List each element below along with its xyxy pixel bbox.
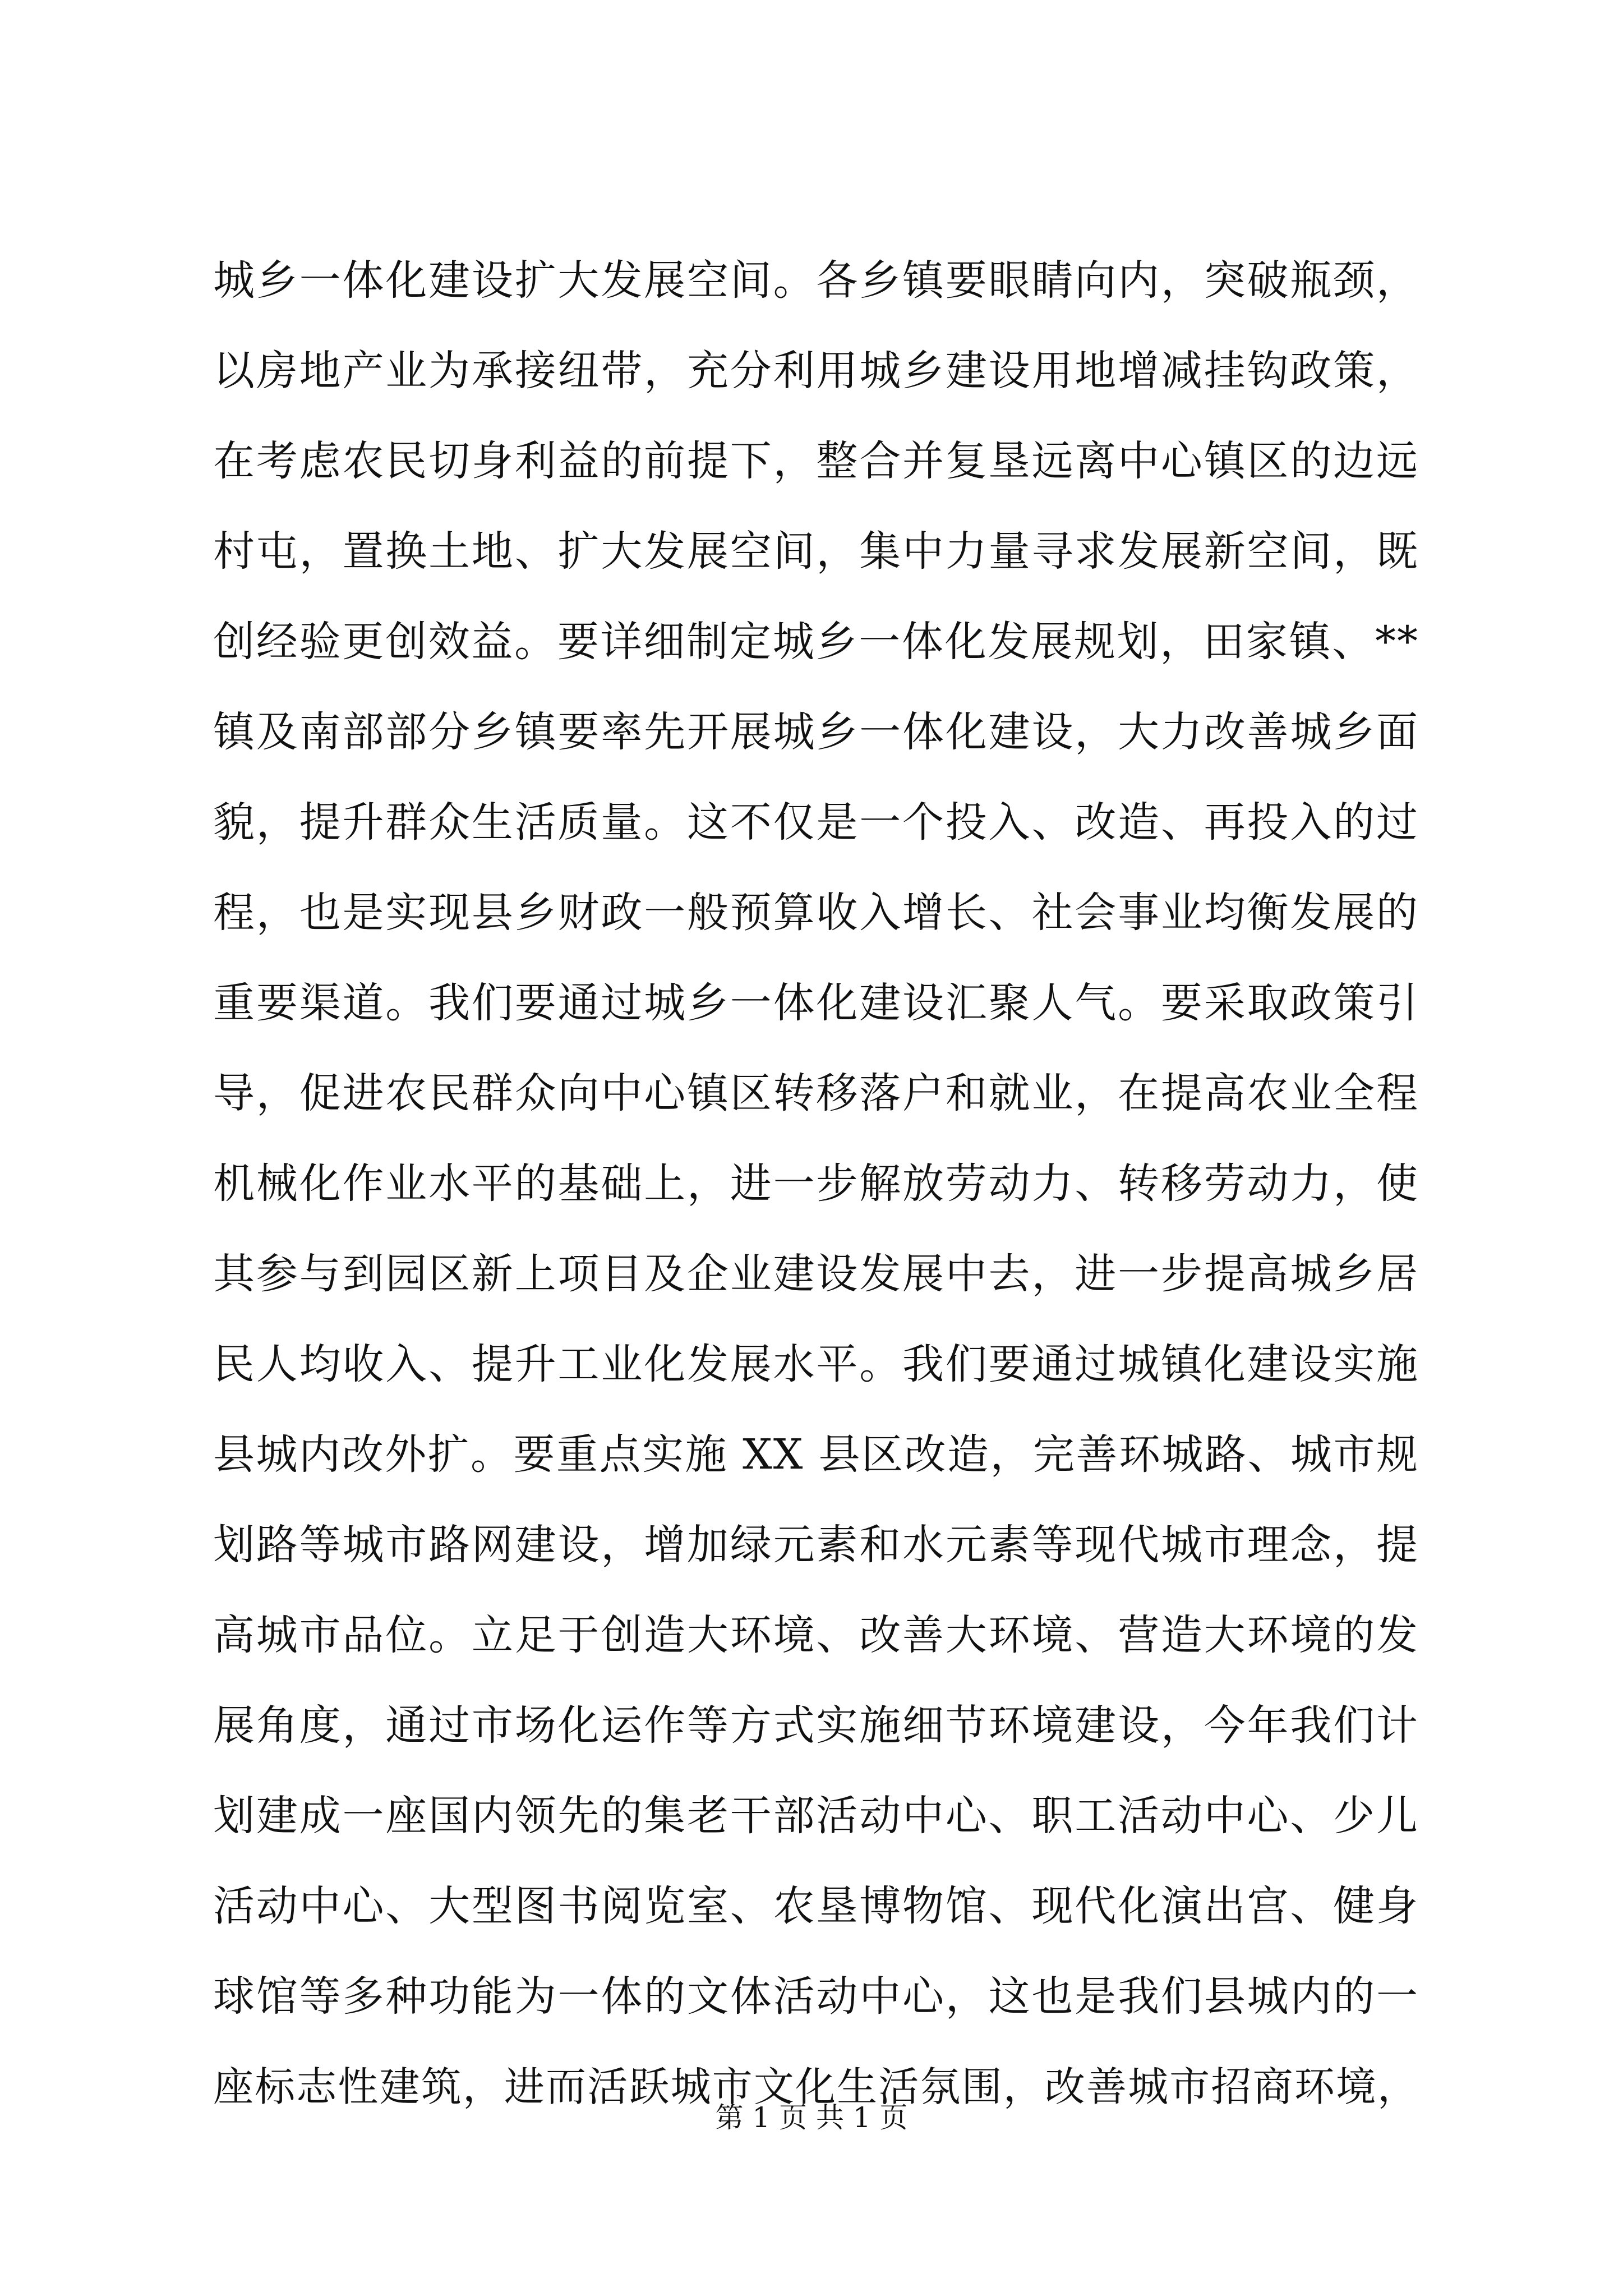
- text-line: 村屯，置换土地、扩大发展空间，集中力量寻求发展新空间，既: [213, 527, 1419, 576]
- page-number-footer: 第 1 页 共 1 页: [715, 2101, 908, 2134]
- text-line: 划建成一座国内领先的集老干部活动中心、职工活动中心、少儿: [213, 1792, 1419, 1840]
- text-line: 镇及南部部分乡镇要率先开展城乡一体化建设，大力改善城乡面: [213, 708, 1419, 756]
- text-line: 活动中心、大型图书阅览室、农垦博物馆、现代化演出宫、健身: [213, 1882, 1419, 1930]
- body-paragraph: [213, 236, 1419, 2132]
- text-line: 划路等城市路网建设，增加绿元素和水元素等现代城市理念，提: [213, 1521, 1419, 1569]
- text-line: 其参与到园区新上项目及企业建设发展中去，进一步提高城乡居: [213, 1250, 1419, 1298]
- text-line: 创经验更创效益。要详细制定城乡一体化发展规划，田家镇、**: [213, 618, 1419, 666]
- text-line: 高城市品位。立足于创造大环境、改善大环境、营造大环境的发: [213, 1611, 1419, 1659]
- text-line: 程，也是实现县乡财政一般预算收入增长、社会事业均衡发展的: [213, 889, 1419, 937]
- text-line: 座标志性建筑，进而活跃城市文化生活氛围，改善城市招商环境，: [213, 2063, 1419, 2110]
- text-line: 机械化作业水平的基础上，进一步解放劳动力、转移劳动力，使: [213, 1159, 1419, 1208]
- text-line: 城乡一体化建设扩大发展空间。各乡镇要眼睛向内，突破瓶颈，: [213, 256, 1419, 305]
- text-line: 县城内改外扩。要重点实施 XX 县区改造，完善环城路、城市规: [213, 1430, 1419, 1479]
- text-line: 在考虑农民切身利益的前提下，整合并复垦远离中心镇区的边远: [213, 437, 1419, 485]
- text-line: 球馆等多种功能为一体的文体活动中心，这也是我们县城内的一: [213, 1972, 1419, 2021]
- text-line: 重要渠道。我们要通过城乡一体化建设汇聚人气。要采取政策引: [213, 979, 1419, 1027]
- text-line: 以房地产业为承接纽带，充分利用城乡建设用地增减挂钩政策，: [213, 347, 1419, 395]
- text-line: 展角度，通过市场化运作等方式实施细节环境建设，今年我们计: [213, 1701, 1419, 1750]
- text-line: 貌，提升群众生活质量。这不仅是一个投入、改造、再投入的过: [213, 798, 1419, 846]
- text-line: 导，促进农民群众向中心镇区转移落户和就业，在提高农业全程: [213, 1069, 1419, 1117]
- text-line: 民人均收入、提升工业化发展水平。我们要通过城镇化建设实施: [213, 1340, 1419, 1388]
